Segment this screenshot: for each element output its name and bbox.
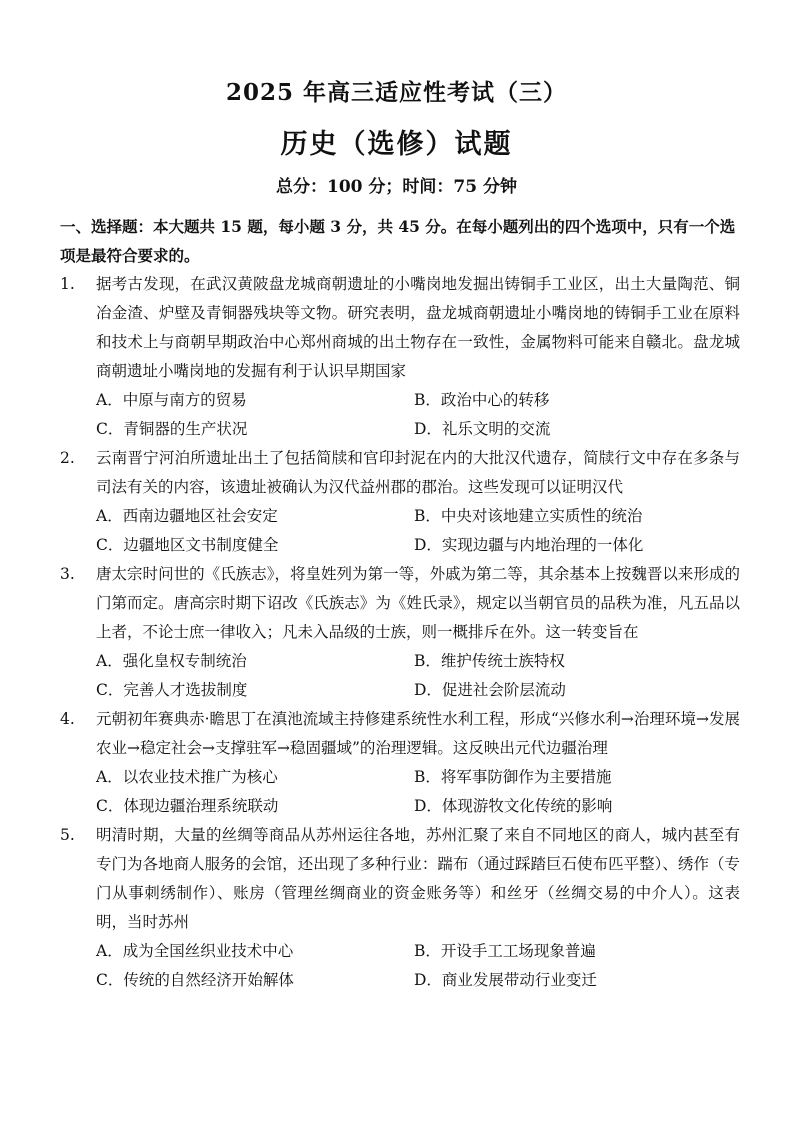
- option-c[interactable]: C．完善人才选拔制度: [96, 681, 248, 699]
- option-d[interactable]: D．促进社会阶层流动: [414, 681, 566, 699]
- section-heading: 一、选择题：本大题共 15 题，每小题 3 分，共 45 分。在每小题列出的四个选项中，只有一个选项是最符合要求的。: [60, 217, 736, 265]
- options: [96, 763, 740, 821]
- option-d[interactable]: D．礼乐文明的交流: [414, 420, 551, 438]
- subject-title: 历史（选修）试题: [280, 129, 513, 160]
- question-stem: 唐太宗时问世的《氏族志》，将皇姓列为第一等，外戚为第二等，其余基本上按魏晋以来形成的门第而定。唐高宗时期下诏改《氏族志》为《姓氏录》，规定以当朝官员的品秩为准，凡五品以上者，不论士庶一律收入；凡未入品级的士族，则一概排斥在外。这一转变旨在: [96, 565, 740, 641]
- question-stem: 明清时期，大量的丝绸等商品从苏州运往各地，苏州汇聚了来自不同地区的商人，城内甚至有专门为各地商人服务的会馆，还出现了多种行业：踹布（通过踩踏巨石使布匹平整）、绣作（专门从事刺绣制作）、账房（管理丝绸商业的资金账务等）和丝牙（丝绸交易的中介人）。这表明，当时苏州: [96, 826, 740, 931]
- question-number: 3.: [60, 565, 75, 583]
- option-b[interactable]: B．将军事防御作为主要措施: [414, 768, 612, 786]
- option-c[interactable]: C．体现边疆治理系统联动: [96, 797, 279, 815]
- option-a[interactable]: A．以农业技术推广为核心: [96, 768, 278, 786]
- option-b[interactable]: B．维护传统士族特权: [414, 652, 565, 670]
- options: [96, 502, 740, 560]
- question-number: 2.: [60, 449, 75, 467]
- question-list: [60, 270, 740, 995]
- option-a[interactable]: A．西南边疆地区社会安定: [96, 507, 278, 525]
- options: [96, 647, 740, 705]
- question-4: [60, 705, 740, 821]
- option-b[interactable]: B．开设手工工场现象普遍: [414, 942, 596, 960]
- options: [96, 937, 740, 995]
- question-stem: 据考古发现，在武汉黄陂盘龙城商朝遗址的小嘴岗地发掘出铸铜手工业区，出土大量陶范、铜冶金渣、炉壁及青铜器残块等文物。研究表明，盘龙城商朝遗址小嘴岗地的铸铜手工业在原料和技术上与商朝早期政治中心郑州商城的出土物存在一致性，金属物料可能来自赣北。盘龙城商朝遗址小嘴岗地的发掘有利于认识早期国家: [96, 275, 740, 380]
- score-time-info: 总分：100 分；时间：75 分钟: [276, 177, 517, 197]
- option-b[interactable]: B．政治中心的转移: [414, 391, 550, 409]
- options: [96, 386, 740, 444]
- question-number: 4.: [60, 710, 75, 728]
- exam-title: 2025 年高三适应性考试（三）: [225, 79, 568, 106]
- question-5: [60, 821, 740, 995]
- option-d[interactable]: D．体现游牧文化传统的影响: [414, 797, 613, 815]
- option-d[interactable]: D．商业发展带动行业变迁: [414, 971, 597, 989]
- option-a[interactable]: A．成为全国丝织业技术中心: [96, 942, 294, 960]
- question-stem: 云南晋宁河泊所遗址出土了包括简牍和官印封泥在内的大批汉代遗存，简牍行文中存在多条与司法有关的内容，该遗址被确认为汉代益州郡的郡治。这些发现可以证明汉代: [96, 449, 740, 496]
- question-1: [60, 270, 740, 444]
- option-c[interactable]: C．边疆地区文书制度健全: [96, 536, 279, 554]
- question-3: [60, 560, 740, 705]
- option-a[interactable]: A．强化皇权专制统治: [96, 652, 247, 670]
- question-2: [60, 444, 740, 560]
- option-c[interactable]: C．青铜器的生产状况: [96, 420, 248, 438]
- option-b[interactable]: B．中央对该地建立实质性的统治: [414, 507, 643, 525]
- option-d[interactable]: D．实现边疆与内地治理的一体化: [414, 536, 644, 554]
- option-a[interactable]: A．中原与南方的贸易: [96, 391, 247, 409]
- question-stem: 元朝初年赛典赤·瞻思丁在滇池流域主持修建系统性水利工程，形成“兴修水利→治理环境→发展农业→稳定社会→支撑驻军→稳固疆域”的治理逻辑。这反映出元代边疆治理: [96, 710, 740, 757]
- question-number: 5.: [60, 826, 75, 844]
- option-c[interactable]: C．传统的自然经济开始解体: [96, 971, 294, 989]
- question-number: 1.: [60, 275, 75, 293]
